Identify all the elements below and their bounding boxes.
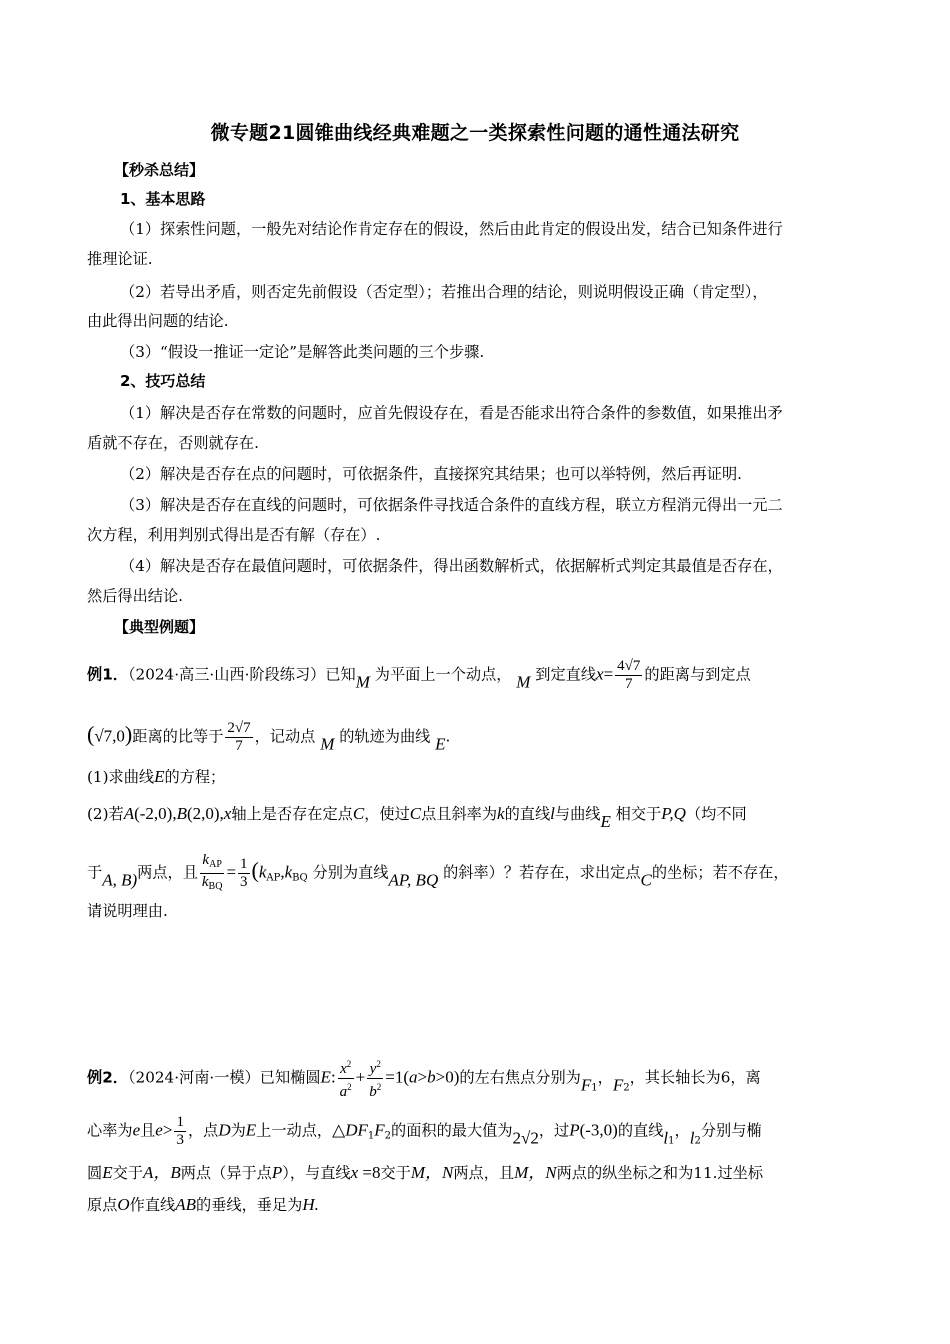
page-title: 微专题21圆锥曲线经典难题之一类探索性问题的通性通法研究: [210, 122, 740, 144]
section-tips: 2、技巧总结: [120, 372, 206, 390]
ex1-line2: (√7,0)距离的比等于 $\frac{2√7}{7}$ ，记动点 M 的轨迹为曲线 E.: [87, 720, 451, 754]
ex1-q2-line2: 于A, B)两点，且 $\frac{k_{AP}}{k_{BQ}}$ = $\frac{1}{3}$ ($k_{AP},k_{BQ}$ 分别为直线AP, BQ 的斜率）？若存在，求出定点C的坐标；若不存在，: [87, 852, 789, 895]
s1-p1-line2: 推理论证.: [87, 250, 153, 268]
s1-p1-line1: （1）探索性问题，一般先对结论作肯定存在的假设，然后由此肯定的假设出发，结合已知条件进行: [120, 220, 783, 238]
ex1-frac-line: $\frac{4√7}{7}$: [617, 658, 641, 692]
ex1-frac-ratio: $\frac{2√7}{7}$: [227, 720, 251, 754]
ex1-q2-line3: 请说明理由.: [87, 902, 168, 920]
s2-p4-line1: （4）解决是否存在最值问题时，可依据条件，得出函数解析式，依据解析式判定其最值是否存在，: [120, 557, 783, 575]
ex1-line1: 例1．（2024·高三·山西·阶段练习）已知M 为平面上一个动点， M 到定直线x= $\frac{4√7}{7}$ 的距离与到定点: [87, 658, 751, 692]
s1-p2-line2: 由此得出问题的结论.: [87, 312, 229, 330]
ex1-label: 例1．: [87, 665, 128, 684]
ex2-line3: 圆E交于A，B两点（异于点P），与直线x =8交于M，N两点，且M，N两点的纵坐标之和为11.过坐标: [87, 1163, 764, 1182]
examples-heading: 【典型例题】: [114, 618, 205, 636]
ex2-frac-e: $\frac{1}{3}$: [176, 1114, 184, 1148]
s1-p2-line1: （2）若导出矛盾，则否定先前假设（否定型）；若推出合理的结论，则说明假设正确（肯定型），: [120, 283, 768, 301]
ex2-label: 例2．: [87, 1068, 128, 1087]
s2-p2: （2）解决是否存在点的问题时，可依据条件，直接探究其结果；也可以举特例，然后再证明.: [120, 465, 742, 483]
ex1-q1: (1)求曲线E的方程；: [87, 767, 226, 786]
s2-p1-line2: 盾就不存在，否则就存在.: [87, 434, 259, 452]
s2-p1-line1: （1）解决是否存在常数的问题时，应首先假设存在，看是否能求出符合条件的参数值，如果推出矛: [120, 404, 783, 422]
ex2-frac-x: $\frac{x^2}{a^2}$: [338, 1056, 354, 1101]
s1-p3: （3）“假设一推证一定论”是解答此类问题的三个步骤.: [120, 343, 485, 361]
ex2-line1: 例2．（2024·河南·一模）已知椭圆E: $\frac{x^2}{a^2}$ + $\frac{y^2}{b^2}$ =1(a>b>0)的左右焦点分别为$F_1$，$F_2$，其长轴长为6，离: [87, 1056, 761, 1101]
ex1-frac-slopes: $\frac{k_{AP}}{k_{BQ}}$: [201, 852, 223, 892]
s2-p3-line1: （3）解决是否存在直线的问题时，可依据条件寻找适合条件的直线方程，联立方程消元得出一元二: [120, 496, 783, 514]
s2-p4-line2: 然后得出结论.: [87, 587, 183, 605]
ex2-line4: 原点O作直线AB的垂线，垂足为H.: [87, 1195, 319, 1214]
s2-p3-line2: 次方程，利用判别式得出是否有解（存在）.: [87, 526, 381, 544]
ex2-line2: 心率为e且e> $\frac{1}{3}$ ，点D为E上一动点，$\triangle DF_1F_2$的面积的最大值为2√2，过P(-3,0)的直线$l_1$，$l_2$分别与椭: [87, 1114, 762, 1148]
ex1-q2-line1: (2)若A(-2,0),B(2,0),x轴上是否存在定点C，使过C点且斜率为k的直线l与曲线E 相交于P,Q（均不同: [87, 804, 747, 831]
summary-heading: 【秒杀总结】: [114, 161, 205, 179]
ex2-frac-y: $\frac{y^2}{b^2}$: [367, 1056, 383, 1101]
section-basic-ideas: 1、基本思路: [120, 190, 206, 208]
